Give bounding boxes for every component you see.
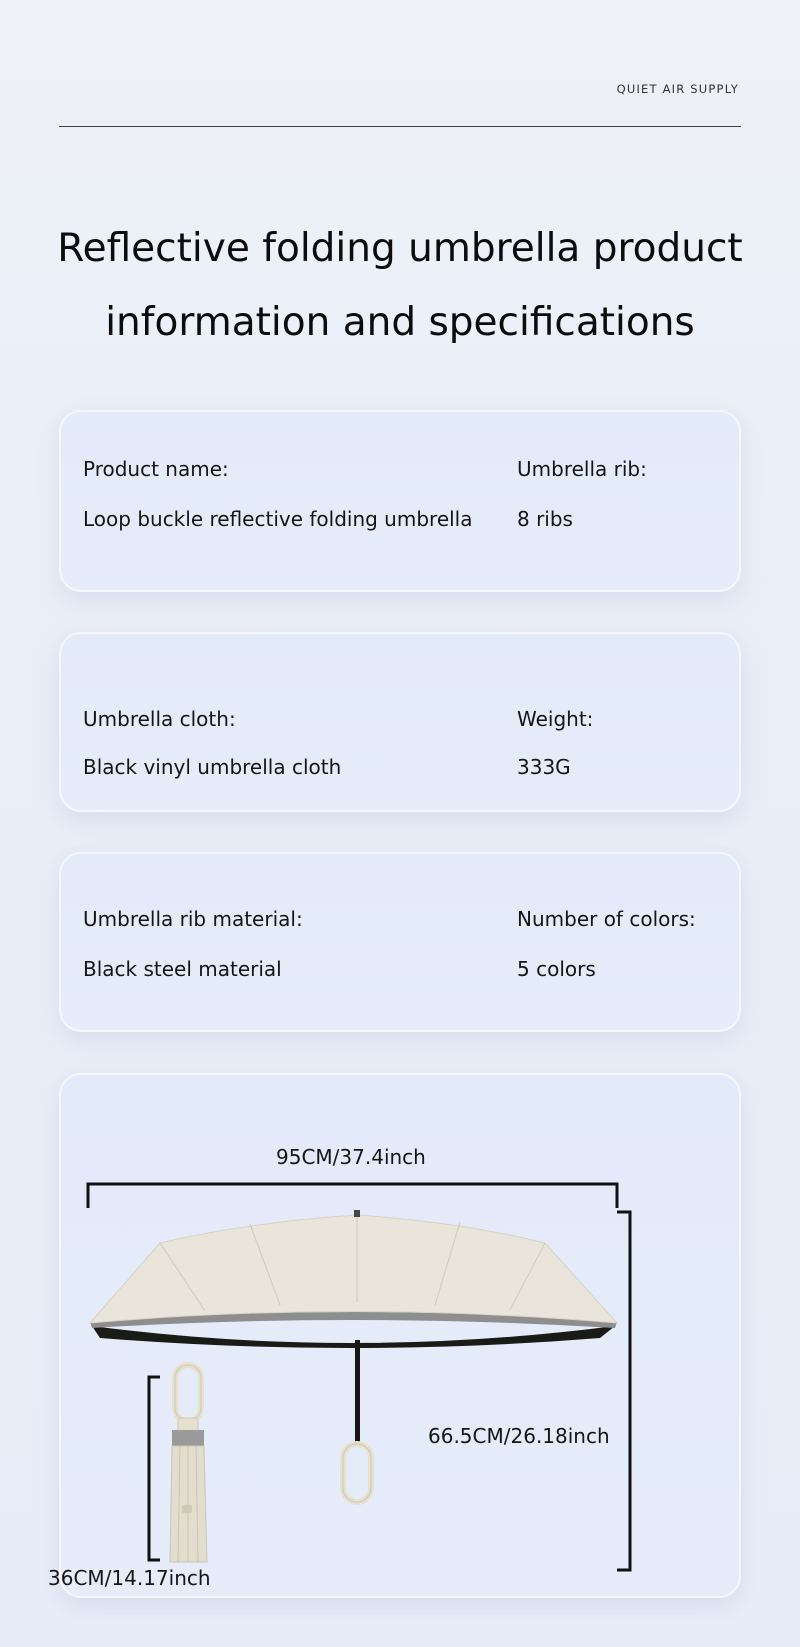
spec-value-number-of-colors: 5 colors <box>517 957 596 981</box>
spec-value-rib-material: Black steel material <box>83 957 282 981</box>
title-line-2: information and specifications <box>105 300 695 345</box>
width-dimension-label: 95CM/37.4inch <box>276 1145 426 1169</box>
umbrella-tip <box>354 1210 360 1217</box>
spec-label-umbrella-rib: Umbrella rib: <box>517 457 647 481</box>
folded-umbrella <box>170 1365 207 1562</box>
spec-label-rib-material: Umbrella rib material: <box>83 907 303 931</box>
spec-value-product-name: Loop buckle reflective folding umbrella <box>83 507 473 531</box>
brand-label: QUIET AIR SUPPLY <box>616 82 739 96</box>
spec-label-product-name: Product name: <box>83 457 229 481</box>
height-bracket <box>617 1212 630 1570</box>
height-dimension-label: 66.5CM/26.18inch <box>428 1424 610 1448</box>
title-line-1: Reflective folding umbrella product <box>57 226 743 271</box>
folded-dimension-label: 36CM/14.17inch <box>48 1566 211 1590</box>
umbrella-shaft <box>355 1340 360 1444</box>
spec-value-weight: 333G <box>517 755 571 779</box>
spec-label-umbrella-cloth: Umbrella cloth: <box>83 707 236 731</box>
spec-label-weight: Weight: <box>517 707 594 731</box>
umbrella-canopy <box>90 1215 617 1323</box>
umbrella-underside <box>92 1326 615 1348</box>
spec-label-number-of-colors: Number of colors: <box>517 907 696 931</box>
umbrella-ring-handle <box>343 1444 371 1502</box>
width-bracket <box>88 1184 617 1208</box>
spec-value-umbrella-rib: 8 ribs <box>517 507 573 531</box>
folded-bracket <box>149 1377 160 1560</box>
spec-value-umbrella-cloth: Black vinyl umbrella cloth <box>83 755 342 779</box>
